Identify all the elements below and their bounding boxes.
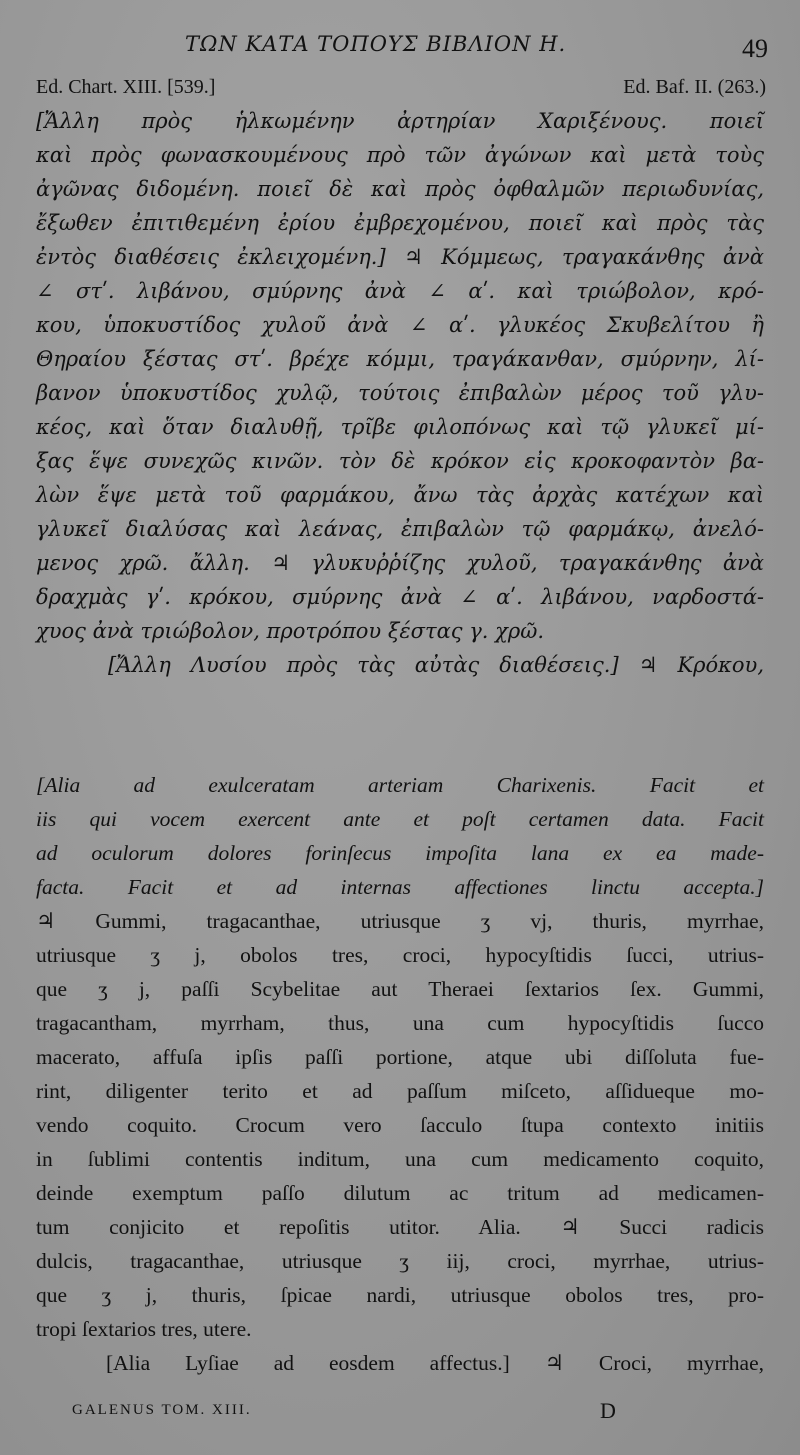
latin-line: tropi ſextarios tres, utere. <box>36 1317 252 1341</box>
edition-chart-ref: Ed. Chart. XIII. [539.] <box>36 76 216 98</box>
greek-line: κέος, καὶ ὅταν διαλυθῇ, τρῖβε φιλοπόνως καὶ τῷ γλυκεῖ μί- <box>36 415 764 439</box>
running-head <box>0 32 800 62</box>
latin-line: utriusque ʒ j, obolos tres, croci, hypocyſtidis ſucci, utrius- <box>36 943 764 967</box>
greek-line: Θηραίου ξέστας στʹ. βρέχε κόμμι, τραγάκανθαν, σμύρνην, λί- <box>36 347 764 371</box>
greek-line: κου, ὑποκυστίδος χυλοῦ ἀνὰ ∠ αʹ. γλυκέος Σκυβελίτου ἢ <box>36 313 764 337</box>
greek-line: ἐντὸς διαθέσεις ἐκλειχομένη.] ♃ Κόμμεως, τραγακάνθης ἀνὰ <box>36 245 764 269</box>
latin-line: ♃ Gummi, tragacanthae, utriusque ʒ vj, thuris, myrrhae, <box>36 909 764 933</box>
latin-text-block <box>36 768 764 1380</box>
latin-line: rint, diligenter terito et ad paſſum miſceto, aſſidueque mo- <box>36 1079 764 1103</box>
latin-line: dulcis, tragacanthae, utriusque ʒ iij, croci, myrrhae, utrius- <box>36 1249 764 1273</box>
greek-line: [Ἄλλη Λυσίου πρὸς τὰς αὐτὰς διαθέσεις.] ♃ Κρόκου, <box>108 653 764 677</box>
latin-line: facta. Facit et ad internas affectiones linctu accepta.] <box>36 875 764 899</box>
greek-line: ἔξωθεν ἐπιτιθεμένη ἐρίου ἐμβρεχομένου, ποιεῖ καὶ πρὸς τὰς <box>36 211 764 235</box>
latin-line: tum conjicito et repoſitis utitor. Alia. ♃ Succi radicis <box>36 1215 764 1239</box>
greek-line: ἀγῶνας διδομένη. ποιεῖ δὲ καὶ πρὸς ὀφθαλμῶν περιωδυνίας, <box>36 177 764 201</box>
greek-line: ξας ἕψε συνεχῶς κινῶν. τὸν δὲ κρόκον εἰς κροκοφαντὸν βα- <box>36 449 764 473</box>
latin-line: macerato, affuſa ipſis paſſi portione, atque ubi diſſoluta fue- <box>36 1045 764 1069</box>
running-title: ΤΩΝ ΚΑΤΑ ΤΟΠΟΥΣ ΒΙΒΛΙΟΝ Η. <box>185 32 567 56</box>
printer-signature: GALENUS TOM. XIII. <box>72 1402 252 1418</box>
page-number: 49 <box>742 34 768 63</box>
latin-line: iis qui vocem exercent ante et poſt certamen data. Facit <box>36 807 764 831</box>
latin-line: que ʒ j, thuris, ſpicae nardi, utriusque obolos tres, pro- <box>36 1283 764 1307</box>
greek-line: λὼν ἕψε μετὰ τοῦ φαρμάκου, ἄνω τὰς ἀρχὰς κατέχων καὶ <box>36 483 764 507</box>
greek-text-block <box>36 104 764 682</box>
latin-line: in ſublimi contentis inditum, una cum medicamento coquito, <box>36 1147 764 1171</box>
latin-line: [Alia ad exulceratam arteriam Charixenis. Facit et <box>36 773 764 797</box>
greek-line: χυος ἀνὰ τριώβολον, προτρόπου ξέστας γ. χρῶ. <box>36 619 545 643</box>
greek-line: ∠ στʹ. λιβάνου, σμύρνης ἀνὰ ∠ αʹ. καὶ τριώβολον, κρό- <box>36 279 764 303</box>
signature-mark: D <box>600 1398 616 1423</box>
latin-line: [Alia Lyſiae ad eosdem affectus.] ♃ Croci, myrrhae, <box>106 1351 764 1375</box>
greek-line: καὶ πρὸς φωνασκουμένους πρὸ τῶν ἀγώνων καὶ μετὰ τοὺς <box>36 143 764 167</box>
greek-line: [Ἄλλη πρὸς ἡλκωμένην ἀρτηρίαν Χαριξένους. ποιεῖ <box>36 109 764 133</box>
latin-line: tragacantham, myrrham, thus, una cum hypocyſtidis ſucco <box>36 1011 764 1035</box>
latin-line: que ʒ j, paſſi Scybelitae aut Theraei ſextarios ſex. Gummi, <box>36 977 764 1001</box>
edition-references <box>36 76 766 104</box>
greek-line: βανον ὑποκυστίδος χυλῷ, τούτοις ἐπιβαλὼν μέρος τοῦ γλυ- <box>36 381 764 405</box>
latin-line: vendo coquito. Crocum vero ſacculo ſtupa contexto initiis <box>36 1113 764 1137</box>
edition-basel-ref: Ed. Baf. II. (263.) <box>623 76 766 98</box>
greek-line: μενος χρῶ. ἄλλη. ♃ γλυκυῤῥίζης χυλοῦ, τραγακάνθης ἀνὰ <box>36 551 764 575</box>
latin-line: ad oculorum dolores forinſecus impoſita lana ex ea made- <box>36 841 764 865</box>
greek-line: γλυκεῖ διαλύσας καὶ λεάνας, ἐπιβαλὼν τῷ φαρμάκῳ, ἀνελό- <box>36 517 764 541</box>
latin-line: deinde exemptum paſſo dilutum ac tritum ad medicamen- <box>36 1181 764 1205</box>
page-footer <box>72 1398 722 1428</box>
greek-line: δραχμὰς γʹ. κρόκου, σμύρνης ἀνὰ ∠ αʹ. λιβάνου, ναρδοστά- <box>36 585 764 609</box>
